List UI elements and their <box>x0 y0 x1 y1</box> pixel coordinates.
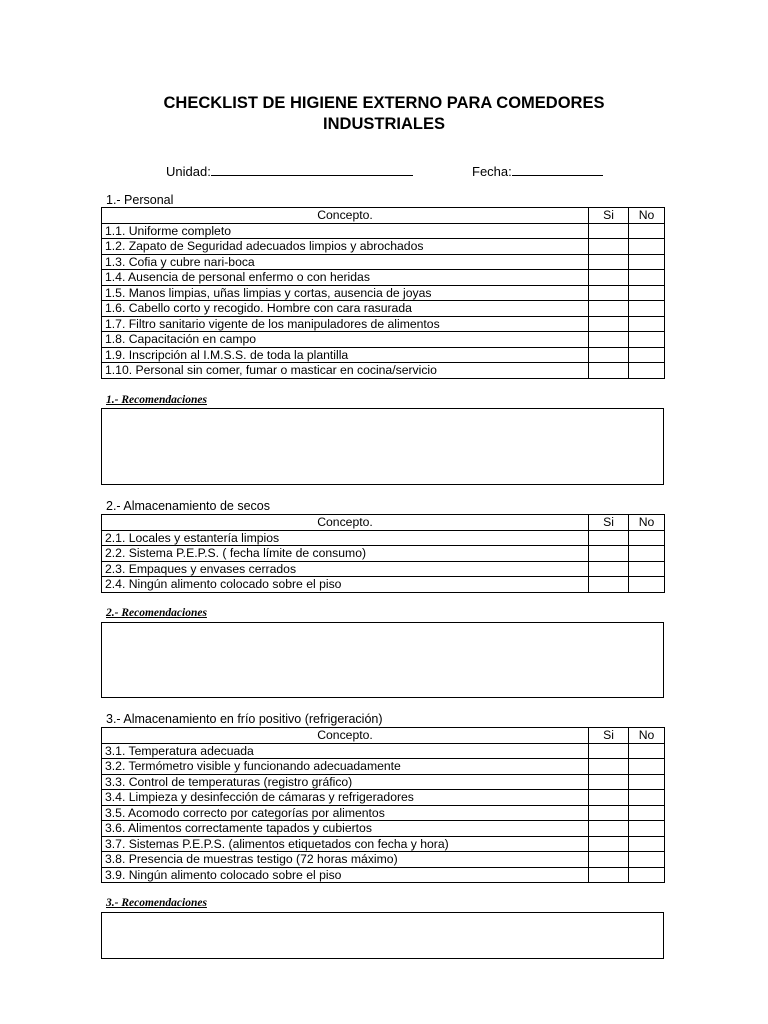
section-3-recommendations-label: 3.- Recomendaciones <box>106 897 207 909</box>
table-header-row <box>102 208 665 224</box>
no-header: No <box>629 208 665 224</box>
concept-cell: 1.3. Cofia y cubre nari-boca <box>102 254 589 270</box>
table-header-row <box>102 728 665 744</box>
table-row <box>102 821 665 837</box>
concept-cell: 3.5. Acomodo correcto por categorías por alimentos <box>102 805 589 821</box>
si-checkbox-cell[interactable] <box>589 759 629 775</box>
si-checkbox-cell[interactable] <box>589 805 629 821</box>
no-header: No <box>629 515 665 531</box>
table-row <box>102 239 665 255</box>
si-checkbox-cell[interactable] <box>589 530 629 546</box>
unidad-field-group <box>166 163 413 179</box>
si-checkbox-cell[interactable] <box>589 790 629 806</box>
table-row <box>102 759 665 775</box>
table-row <box>102 561 665 577</box>
concept-cell: 3.8. Presencia de muestras testigo (72 horas máximo) <box>102 852 589 868</box>
no-checkbox-cell[interactable] <box>629 852 665 868</box>
si-checkbox-cell[interactable] <box>589 546 629 562</box>
concept-cell: 2.2. Sistema P.E.P.S. ( fecha límite de consumo) <box>102 546 589 562</box>
section-1-label: 1.- Personal <box>106 193 174 207</box>
no-checkbox-cell[interactable] <box>629 270 665 286</box>
table-row <box>102 332 665 348</box>
no-checkbox-cell[interactable] <box>629 790 665 806</box>
concept-cell: 1.10. Personal sin comer, fumar o masticar en cocina/servicio <box>102 363 589 379</box>
table-row <box>102 577 665 593</box>
title-line-1: CHECKLIST DE HIGIENE EXTERNO PARA COMEDORES <box>163 94 605 112</box>
si-checkbox-cell[interactable] <box>589 285 629 301</box>
section-3-table <box>101 727 665 883</box>
table-row <box>102 836 665 852</box>
concept-cell: 1.4. Ausencia de personal enfermo o con heridas <box>102 270 589 286</box>
table-row <box>102 270 665 286</box>
si-checkbox-cell[interactable] <box>589 836 629 852</box>
section-1-table <box>101 207 665 379</box>
section-2-recommendations-label: 2.- Recomendaciones <box>106 607 207 619</box>
si-checkbox-cell[interactable] <box>589 867 629 883</box>
table-row <box>102 805 665 821</box>
concepto-header: Concepto. <box>102 515 589 531</box>
table-row <box>102 546 665 562</box>
no-checkbox-cell[interactable] <box>629 223 665 239</box>
si-checkbox-cell[interactable] <box>589 774 629 790</box>
no-checkbox-cell[interactable] <box>629 821 665 837</box>
no-checkbox-cell[interactable] <box>629 285 665 301</box>
no-checkbox-cell[interactable] <box>629 836 665 852</box>
concept-cell: 1.9. Inscripción al I.M.S.S. de toda la plantilla <box>102 347 589 363</box>
table-row <box>102 316 665 332</box>
si-checkbox-cell[interactable] <box>589 239 629 255</box>
concepto-header: Concepto. <box>102 208 589 224</box>
no-header: No <box>629 728 665 744</box>
fecha-field-group <box>472 163 603 179</box>
si-checkbox-cell[interactable] <box>589 363 629 379</box>
section-1-recommendations-label: 1.- Recomendaciones <box>106 394 207 406</box>
section-3-label: 3.- Almacenamiento en frío positivo (refrigeración) <box>106 712 383 726</box>
concept-cell: 3.1. Temperatura adecuada <box>102 743 589 759</box>
si-checkbox-cell[interactable] <box>589 223 629 239</box>
fecha-blank-line[interactable] <box>512 163 603 176</box>
table-row <box>102 301 665 317</box>
si-checkbox-cell[interactable] <box>589 743 629 759</box>
title-line-2: INDUSTRIALES <box>323 115 445 133</box>
table-row <box>102 774 665 790</box>
concept-cell: 3.2. Termómetro visible y funcionando adecuadamente <box>102 759 589 775</box>
concept-cell: 2.3. Empaques y envases cerrados <box>102 561 589 577</box>
si-checkbox-cell[interactable] <box>589 561 629 577</box>
no-checkbox-cell[interactable] <box>629 774 665 790</box>
si-header: Si <box>589 728 629 744</box>
table-row <box>102 347 665 363</box>
section-3-recommendations-box[interactable] <box>101 912 664 959</box>
concept-cell: 3.9. Ningún alimento colocado sobre el piso <box>102 867 589 883</box>
concept-cell: 1.1. Uniforme completo <box>102 223 589 239</box>
no-checkbox-cell[interactable] <box>629 332 665 348</box>
table-row <box>102 790 665 806</box>
no-checkbox-cell[interactable] <box>629 347 665 363</box>
section-1-recommendations-box[interactable] <box>101 408 664 485</box>
si-header: Si <box>589 515 629 531</box>
concept-cell: 2.4. Ningún alimento colocado sobre el piso <box>102 577 589 593</box>
concept-cell: 3.4. Limpieza y desinfección de cámaras y refrigeradores <box>102 790 589 806</box>
si-checkbox-cell[interactable] <box>589 316 629 332</box>
table-row <box>102 285 665 301</box>
table-row <box>102 363 665 379</box>
no-checkbox-cell[interactable] <box>629 546 665 562</box>
concept-cell: 3.3. Control de temperaturas (registro gráfico) <box>102 774 589 790</box>
no-checkbox-cell[interactable] <box>629 316 665 332</box>
no-checkbox-cell[interactable] <box>629 254 665 270</box>
si-checkbox-cell[interactable] <box>589 301 629 317</box>
table-row <box>102 743 665 759</box>
table-header-row <box>102 515 665 531</box>
concept-cell: 3.7. Sistemas P.E.P.S. (alimentos etiquetados con fecha y hora) <box>102 836 589 852</box>
si-checkbox-cell[interactable] <box>589 332 629 348</box>
no-checkbox-cell[interactable] <box>629 577 665 593</box>
table-row <box>102 867 665 883</box>
si-checkbox-cell[interactable] <box>589 270 629 286</box>
no-checkbox-cell[interactable] <box>629 805 665 821</box>
concept-cell: 1.8. Capacitación en campo <box>102 332 589 348</box>
unidad-label: Unidad: <box>166 164 211 179</box>
si-checkbox-cell[interactable] <box>589 347 629 363</box>
no-checkbox-cell[interactable] <box>629 743 665 759</box>
concept-cell: 1.7. Filtro sanitario vigente de los manipuladores de alimentos <box>102 316 589 332</box>
no-checkbox-cell[interactable] <box>629 759 665 775</box>
table-row <box>102 852 665 868</box>
concept-cell: 1.2. Zapato de Seguridad adecuados limpios y abrochados <box>102 239 589 255</box>
si-checkbox-cell[interactable] <box>589 852 629 868</box>
no-checkbox-cell[interactable] <box>629 301 665 317</box>
si-checkbox-cell[interactable] <box>589 821 629 837</box>
no-checkbox-cell[interactable] <box>629 867 665 883</box>
si-checkbox-cell[interactable] <box>589 254 629 270</box>
no-checkbox-cell[interactable] <box>629 363 665 379</box>
section-2-recommendations-box[interactable] <box>101 622 664 698</box>
no-checkbox-cell[interactable] <box>629 530 665 546</box>
page-title <box>100 93 668 135</box>
table-row <box>102 254 665 270</box>
section-2-label: 2.- Almacenamiento de secos <box>106 499 270 513</box>
fecha-label: Fecha: <box>472 164 512 179</box>
si-checkbox-cell[interactable] <box>589 577 629 593</box>
concept-cell: 1.6. Cabello corto y recogido. Hombre con cara rasurada <box>102 301 589 317</box>
unidad-blank-line[interactable] <box>211 163 413 176</box>
table-row <box>102 530 665 546</box>
concepto-header: Concepto. <box>102 728 589 744</box>
section-2-table <box>101 514 665 593</box>
si-header: Si <box>589 208 629 224</box>
concept-cell: 3.6. Alimentos correctamente tapados y cubiertos <box>102 821 589 837</box>
no-checkbox-cell[interactable] <box>629 239 665 255</box>
concept-cell: 1.5. Manos limpias, uñas limpias y cortas, ausencia de joyas <box>102 285 589 301</box>
concept-cell: 2.1. Locales y estantería limpios <box>102 530 589 546</box>
table-row <box>102 223 665 239</box>
no-checkbox-cell[interactable] <box>629 561 665 577</box>
